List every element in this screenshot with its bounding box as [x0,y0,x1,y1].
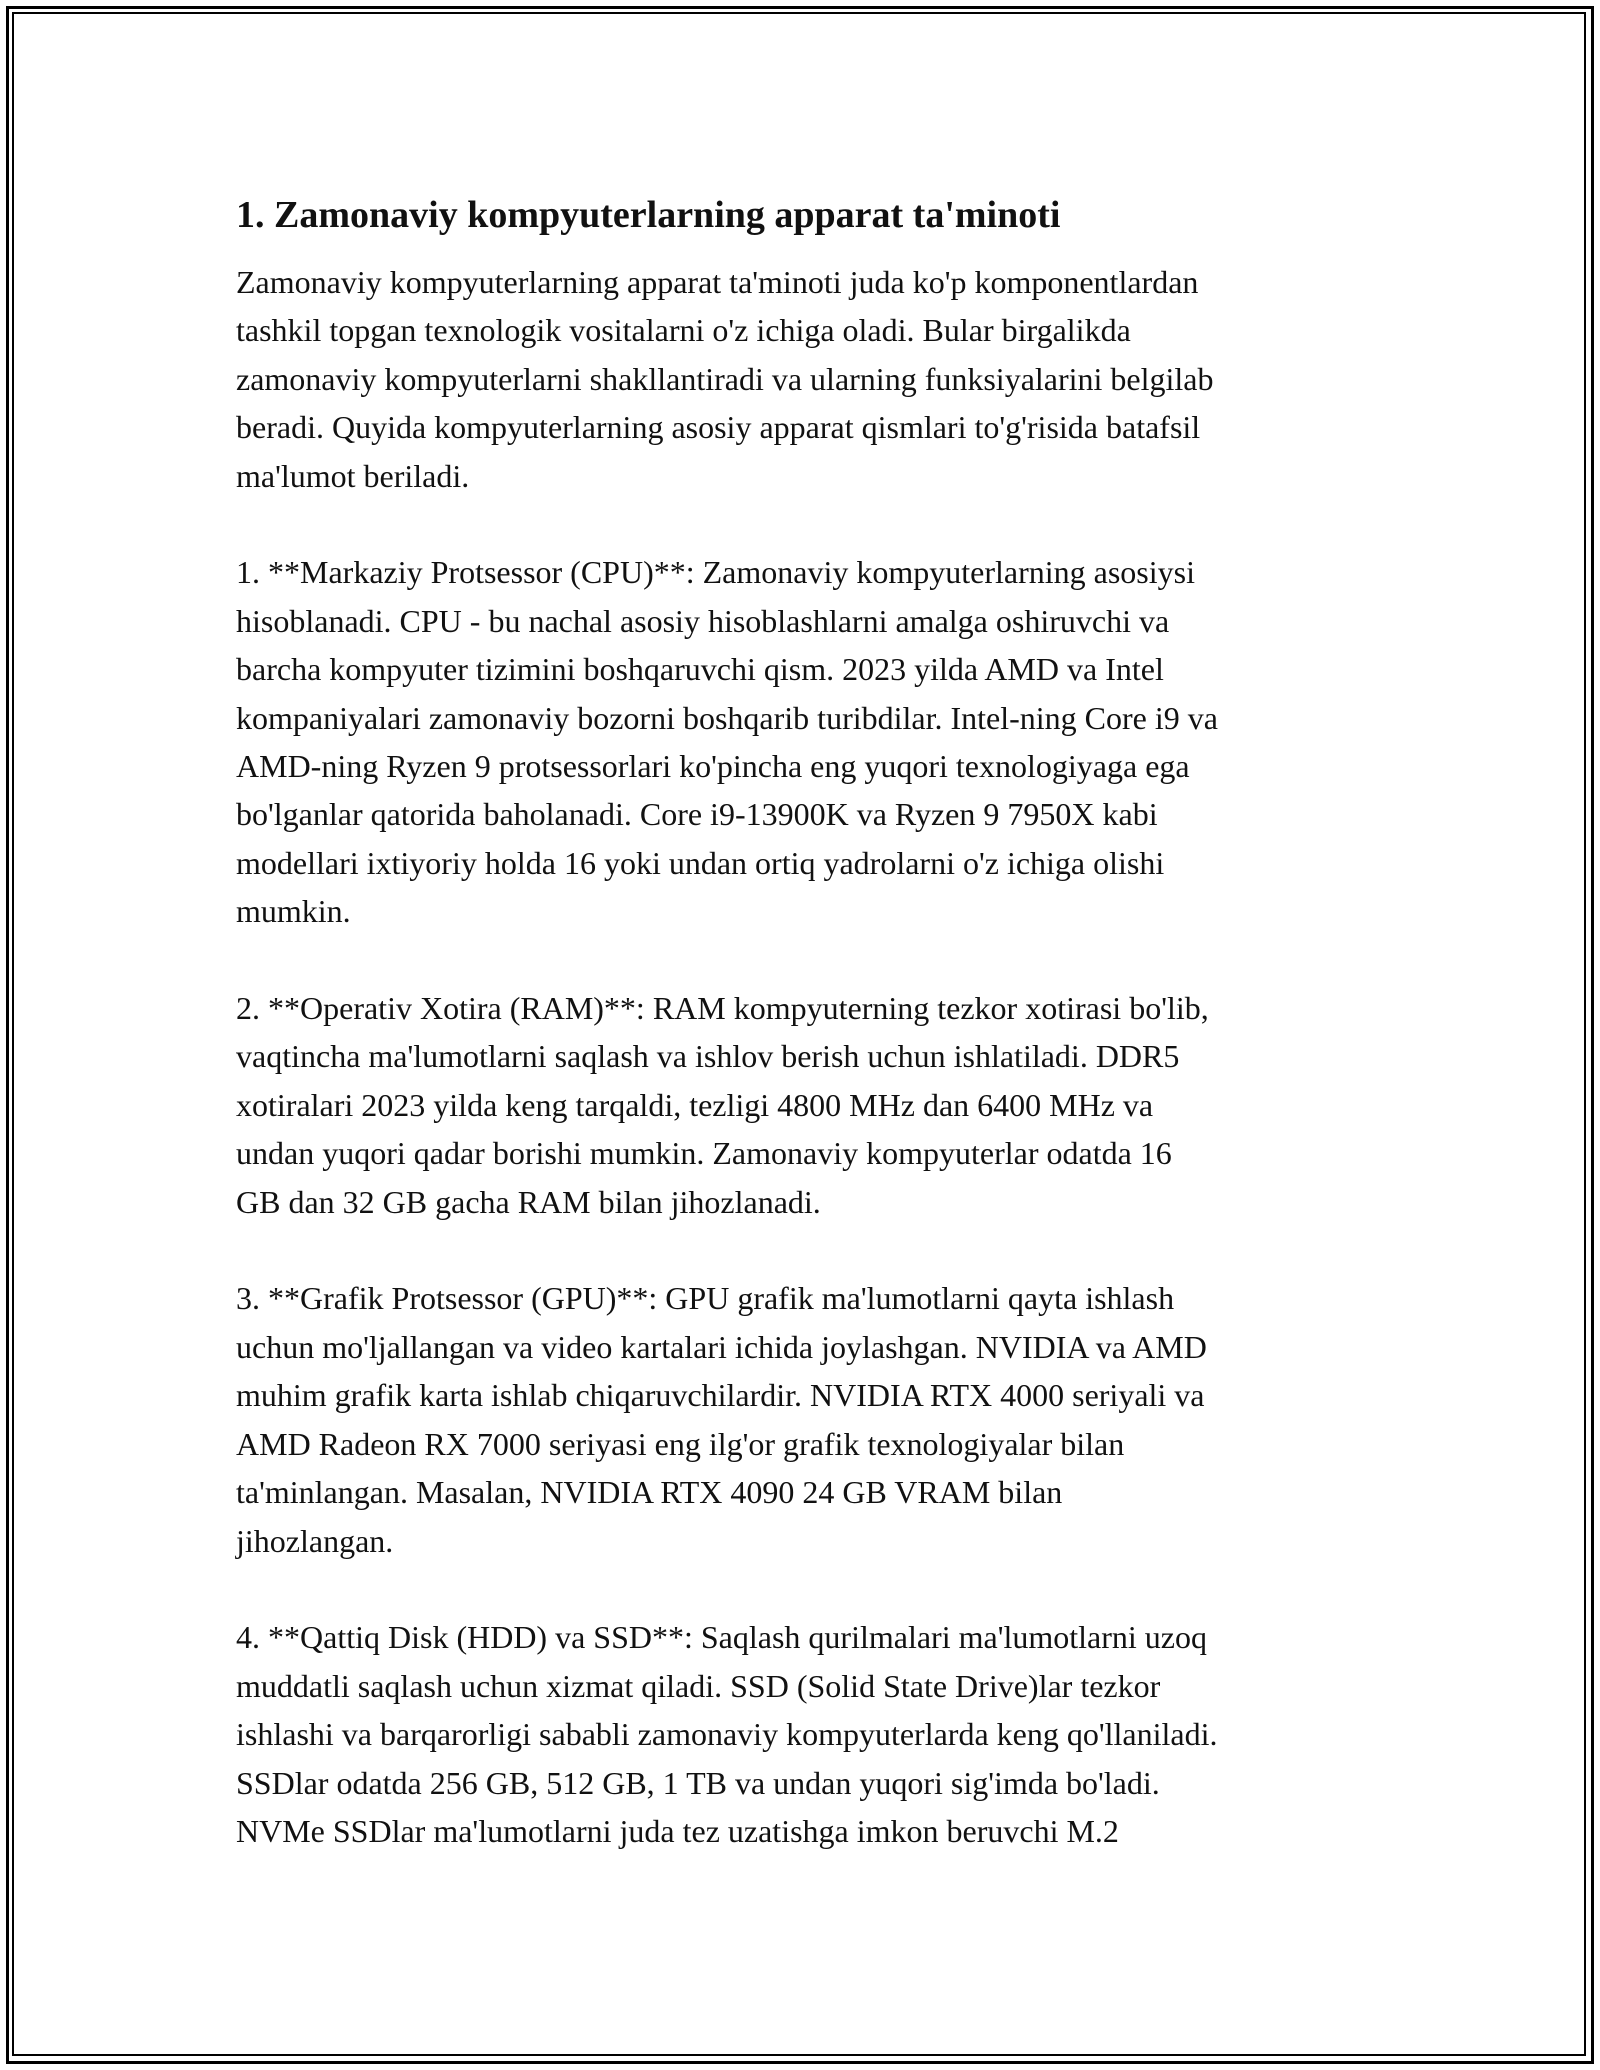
text-line: muhim grafik karta ishlab chiqaruvchilardir. NVIDIA RTX 4000 seriyali va [236,1377,1205,1414]
text-line: jihozlangan. [236,1522,394,1559]
text-line: GB dan 32 GB gacha RAM bilan jihozlanadi. [236,1183,821,1220]
gpu-paragraph [236,1274,1366,1564]
text-line: vaqtincha ma'lumotlarni saqlash va ishlov berish uchun ishlatiladi. DDR5 [236,1038,1180,1075]
intro-paragraph [236,258,1366,500]
storage-paragraph [236,1613,1366,1855]
text-line: 3. **Grafik Protsessor (GPU)**: GPU grafik ma'lumotlarni qayta ishlash [236,1280,1175,1317]
ram-paragraph [236,984,1366,1226]
text-line: ishlashi va barqarorligi sababli zamonaviy kompyuterlarda keng qo'llaniladi. [236,1716,1218,1753]
text-line: hisoblanadi. CPU - bu nachal asosiy hisoblashlarni amalga oshiruvchi va [236,602,1170,639]
cpu-paragraph [236,548,1366,935]
document-title: 1. Zamonaviy kompyuterlarning apparat ta'minoti [236,194,1061,236]
text-line: Zamonaviy kompyuterlarning apparat ta'minoti juda ko'p komponentlardan [236,264,1199,300]
text-line: 1. **Markaziy Protsessor (CPU)**: Zamonaviy kompyuterlarning asosiysi [236,554,1195,591]
text-line: modellari ixtiyoriy holda 16 yoki undan ortiq yadrolarni o'z ichiga olishi [236,844,1165,881]
text-line: ma'lumot beriladi. [236,457,470,494]
text-line: AMD-ning Ryzen 9 protsessorlari ko'pincha eng yuqori texnologiyaga ega [236,748,1190,785]
text-line: muddatli saqlash uchun xizmat qiladi. SSD (Solid State Drive)lar tezkor [236,1667,1161,1704]
text-line: tashkil topgan texnologik vositalarni o'z ichiga oladi. Bular birgalikda [236,312,1131,349]
text-line: mumkin. [236,893,351,930]
text-line: xotiralari 2023 yilda keng tarqaldi, tezligi 4800 MHz dan 6400 MHz va [236,1086,1154,1123]
text-line: bo'lganlar qatorida baholanadi. Core i9-13900K va Ryzen 9 7950X kabi [236,796,1158,833]
text-line: kompaniyalari zamonaviy bozorni boshqarib turibdilar. Intel-ning Core i9 va [236,699,1218,736]
text-line: 2. **Operativ Xotira (RAM)**: RAM kompyuterning tezkor xotirasi bo'lib, [236,990,1209,1027]
document-body [236,190,1366,1855]
text-line: ta'minlangan. Masalan, NVIDIA RTX 4090 24 GB VRAM bilan [236,1474,1063,1511]
text-line: AMD Radeon RX 7000 seriyasi eng ilg'or grafik texnologiyalar bilan [236,1425,1125,1462]
text-line: SSDlar odatda 256 GB, 512 GB, 1 TB va undan yuqori sig'imda bo'ladi. [236,1764,1160,1801]
text-line: NVMe SSDlar ma'lumotlarni juda tez uzatishga imkon beruvchi M.2 [236,1812,1119,1849]
text-line: uchun mo'ljallangan va video kartalari ichida joylashgan. NVIDIA va AMD [236,1328,1207,1365]
text-line: 4. **Qattiq Disk (HDD) va SSD**: Saqlash qurilmalari ma'lumotlarni uzoq [236,1619,1207,1656]
text-line: zamonaviy kompyuterlarni shakllantiradi va ularning funksiyalarini belgilab [236,360,1214,397]
text-line: barcha kompyuter tizimini boshqaruvchi qism. 2023 yilda AMD va Intel [236,651,1164,688]
text-line: undan yuqori qadar borishi mumkin. Zamonaviy kompyuterlar odatda 16 [236,1135,1172,1172]
text-line: beradi. Quyida kompyuterlarning asosiy apparat qismlari to'g'risida batafsil [236,409,1201,446]
